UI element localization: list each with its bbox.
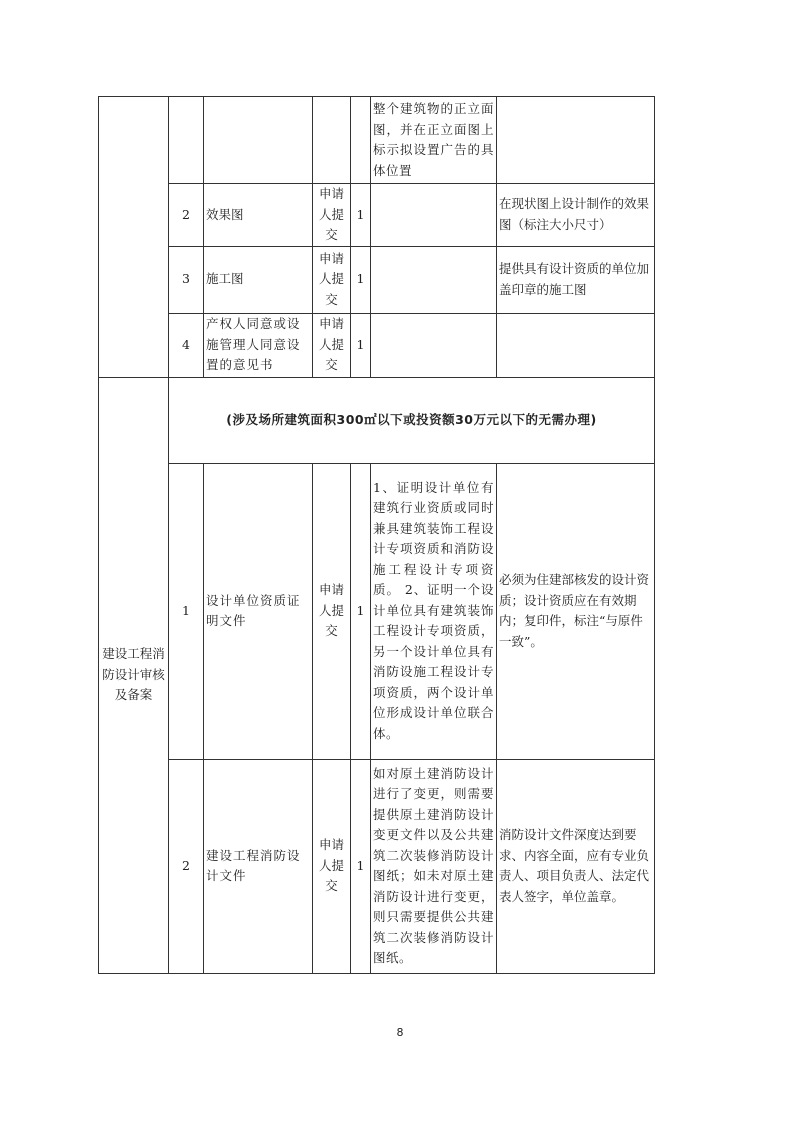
material-requirement (371, 246, 497, 313)
material-name: 施工图 (204, 246, 313, 313)
material-name: 效果图 (204, 184, 313, 247)
table-row (99, 463, 655, 759)
table-row (99, 313, 655, 377)
material-note (497, 97, 655, 184)
material-note: 必须为住建部核发的设计资质；设计资质应在有效期内；复印件，标注“与原件一致”。 (497, 463, 655, 759)
row-number: 1 (169, 463, 204, 759)
row-number: 2 (169, 184, 204, 247)
material-name: 建设工程消防设计文件 (204, 759, 313, 973)
material-quantity: 1 (351, 463, 371, 759)
material-note: 在现状图上设计制作的效果图（标注大小尺寸） (497, 184, 655, 247)
material-source: 申请人提交 (313, 313, 351, 377)
category-cell-empty (99, 97, 169, 378)
row-number: 3 (169, 246, 204, 313)
material-quantity: 1 (351, 313, 371, 377)
material-requirement: 整个建筑物的正立面图，并在正立面图上标示拟设置广告的具体位置 (371, 97, 497, 184)
row-number: 4 (169, 313, 204, 377)
table-row (99, 246, 655, 313)
row-number: 2 (169, 759, 204, 973)
material-quantity: 1 (351, 759, 371, 973)
material-requirement: 1、证明设计单位有建筑行业资质或同时兼具建筑装饰工程设计专项资质和消防设施工程设计专项资质。 2、证明一个设计单位具有建筑装饰工程设计专项资质，另一个设计单位具有消防设施工程设计专项资质，两个设计单位形成设计单位联合体。 (371, 463, 497, 759)
category-label: 建设工程消防设计审核及备案 (99, 377, 169, 973)
section-banner-note: (涉及场所建筑面积300㎡以下或投资额30万元以下的无需办理) (169, 377, 655, 463)
table-row (99, 184, 655, 247)
table-row (99, 759, 655, 973)
material-requirement (371, 313, 497, 377)
material-note (497, 313, 655, 377)
table-row (99, 97, 655, 184)
material-requirement (371, 184, 497, 247)
material-name: 设计单位资质证明文件 (204, 463, 313, 759)
material-note: 消防设计文件深度达到要求、内容全面，应有专业负责人、项目负责人、法定代表人签字，单位盖章。 (497, 759, 655, 973)
material-name: 产权人同意或设施管理人同意设置的意见书 (204, 313, 313, 377)
material-quantity: 1 (351, 246, 371, 313)
material-source: 申请人提交 (313, 759, 351, 973)
material-source: 申请人提交 (313, 246, 351, 313)
material-quantity (351, 97, 371, 184)
material-note: 提供具有设计资质的单位加盖印章的施工图 (497, 246, 655, 313)
material-source: 申请人提交 (313, 184, 351, 247)
material-source (313, 97, 351, 184)
material-quantity: 1 (351, 184, 371, 247)
row-number (169, 97, 204, 184)
material-source: 申请人提交 (313, 463, 351, 759)
section-banner-row (99, 377, 655, 463)
page-number: 8 (396, 1026, 404, 1039)
material-name (204, 97, 313, 184)
material-requirement: 如对原土建消防设计进行了变更，则需要提供原土建消防设计变更文件以及公共建筑二次装修消防设计图纸；如未对原土建消防设计进行变更，则只需要提供公共建筑二次装修消防设计图纸。 (371, 759, 497, 973)
materials-table (98, 96, 655, 974)
